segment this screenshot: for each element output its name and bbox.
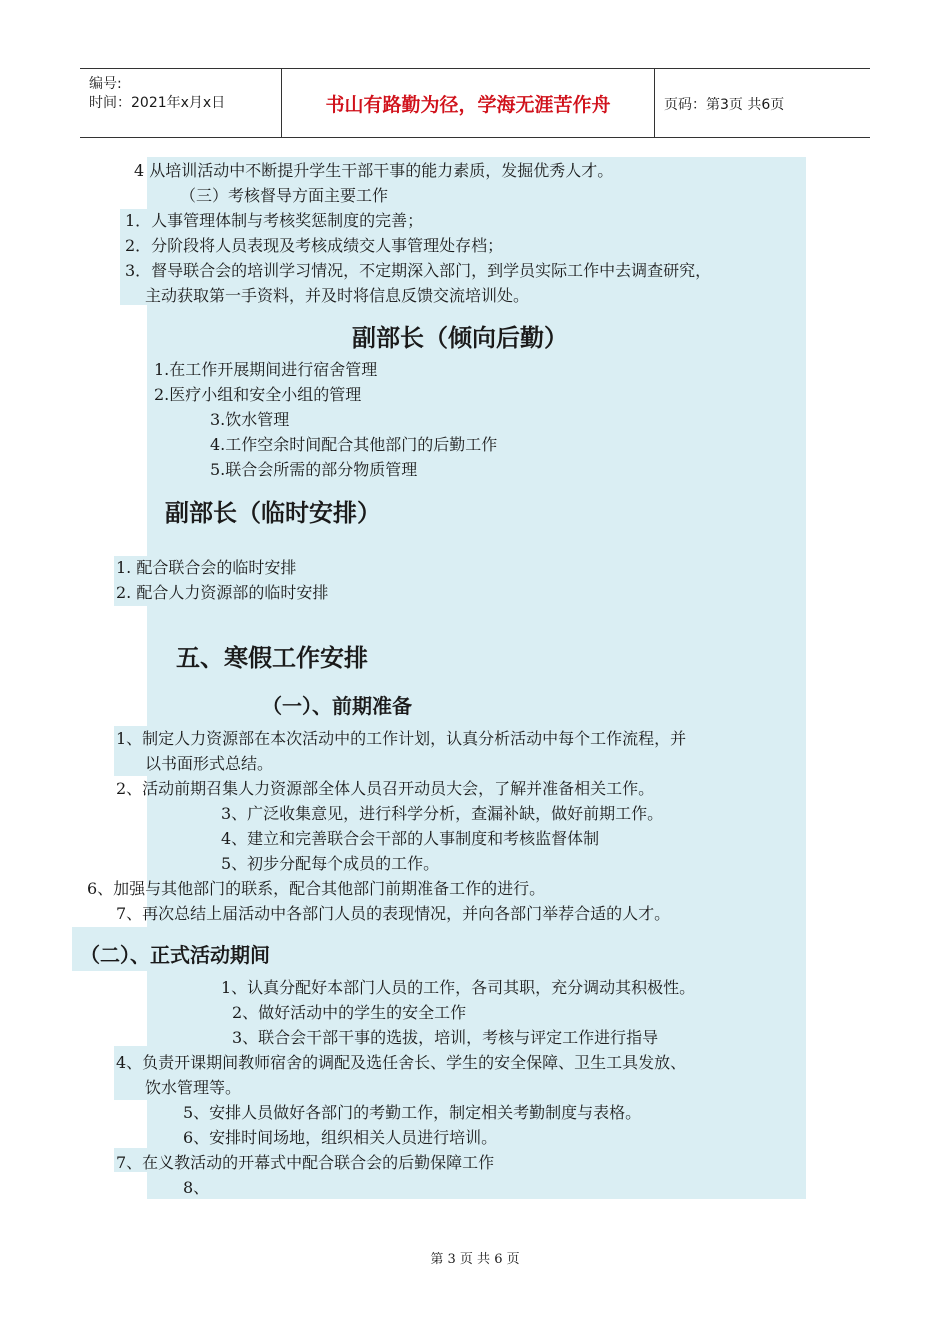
list-item: 3、广泛收集意见，进行科学分析，查漏补缺，做好前期工作。 — [221, 804, 664, 823]
list-item: 1. 配合联合会的临时安排 — [116, 558, 297, 577]
heading-logistics: 副部长（倾向后勤） — [352, 324, 568, 352]
list-item-continuation: 饮水管理等。 — [145, 1078, 242, 1097]
list-item: 7、再次总结上届活动中各部门人员的表现情况，并向各部门举荐合适的人才。 — [116, 904, 671, 923]
list-item: 2．分阶段将人员表现及考核成绩交人事管理处存档； — [125, 236, 504, 255]
list-item: 2、做好活动中的学生的安全工作 — [232, 1003, 467, 1022]
list-item: 1、认真分配好本部门人员的工作，各司其职，充分调动其积极性。 — [221, 978, 696, 997]
list-item: 6、加强与其他部门的联系，配合其他部门前期准备工作的进行。 — [87, 879, 546, 898]
list-item: 1.在工作开展期间进行宿舍管理 — [154, 360, 378, 379]
list-item: 6、安排时间场地，组织相关人员进行培训。 — [183, 1128, 498, 1147]
heading-temporary: 副部长（临时安排） — [165, 499, 381, 527]
list-item: 1、制定人力资源部在本次活动中的工作计划，认真分析活动中每个工作流程，并 — [116, 729, 687, 748]
heading-formal-period: （二）、正式活动期间 — [80, 943, 270, 967]
serial-label: 编号: — [89, 76, 122, 92]
list-item: 5.联合会所需的部分物质管理 — [210, 460, 418, 479]
list-item: 2. 配合人力资源部的临时安排 — [116, 583, 329, 602]
list-item: 2.医疗小组和安全小组的管理 — [154, 385, 362, 404]
list-item: 4.工作空余时间配合其他部门的后勤工作 — [210, 435, 498, 454]
heading-winter-plan: 五、寒假工作安排 — [176, 644, 368, 672]
header-page-info: 页码：第3页 共6页 — [664, 97, 785, 113]
list-item: 8、 — [183, 1178, 210, 1197]
document-header — [80, 68, 870, 138]
list-item: 3.饮水管理 — [210, 410, 290, 429]
list-item: 3、联合会干部干事的选拔，培训，考核与评定工作进行指导 — [232, 1028, 659, 1047]
list-item: 5、初步分配每个成员的工作。 — [221, 854, 440, 873]
list-item: 3．督导联合会的培训学习情况，不定期深入部门，到学员实际工作中去调查研究， — [125, 261, 712, 280]
date-label: 时间：2021年x月x日 — [89, 95, 226, 111]
subsection-heading: （三）考核督导方面主要工作 — [180, 186, 389, 205]
page-footer: 第 3 页 共 6 页 — [430, 1252, 520, 1267]
heading-preparation: （一）、前期准备 — [262, 694, 412, 718]
list-item: 4、建立和完善联合会干部的人事制度和考核监督体制 — [221, 829, 600, 848]
header-meta — [80, 69, 282, 137]
list-item-continuation: 以书面形式总结。 — [145, 754, 274, 773]
list-item: 5、安排人员做好各部门的考勤工作，制定相关考勤制度与表格。 — [183, 1103, 642, 1122]
list-item: 2、活动前期召集人力资源部全体人员召开动员大会，了解并准备相关工作。 — [116, 779, 655, 798]
list-item-continuation: 主动获取第一手资料，并及时将信息反馈交流培训处。 — [145, 286, 530, 305]
list-item: 1．人事管理体制与考核奖惩制度的完善； — [125, 211, 424, 230]
header-motto: 书山有路勤为径，学海无涯苦作舟 — [282, 69, 655, 137]
text-line: 4 从培训活动中不断提升学生干部干事的能力素质，发掘优秀人才。 — [134, 161, 614, 180]
list-item: 4、负责开课期间教师宿舍的调配及选任舍长、学生的安全保障、卫生工具发放、 — [116, 1053, 687, 1072]
list-item: 7、在义教活动的开幕式中配合联合会的后勤保障工作 — [116, 1153, 495, 1172]
